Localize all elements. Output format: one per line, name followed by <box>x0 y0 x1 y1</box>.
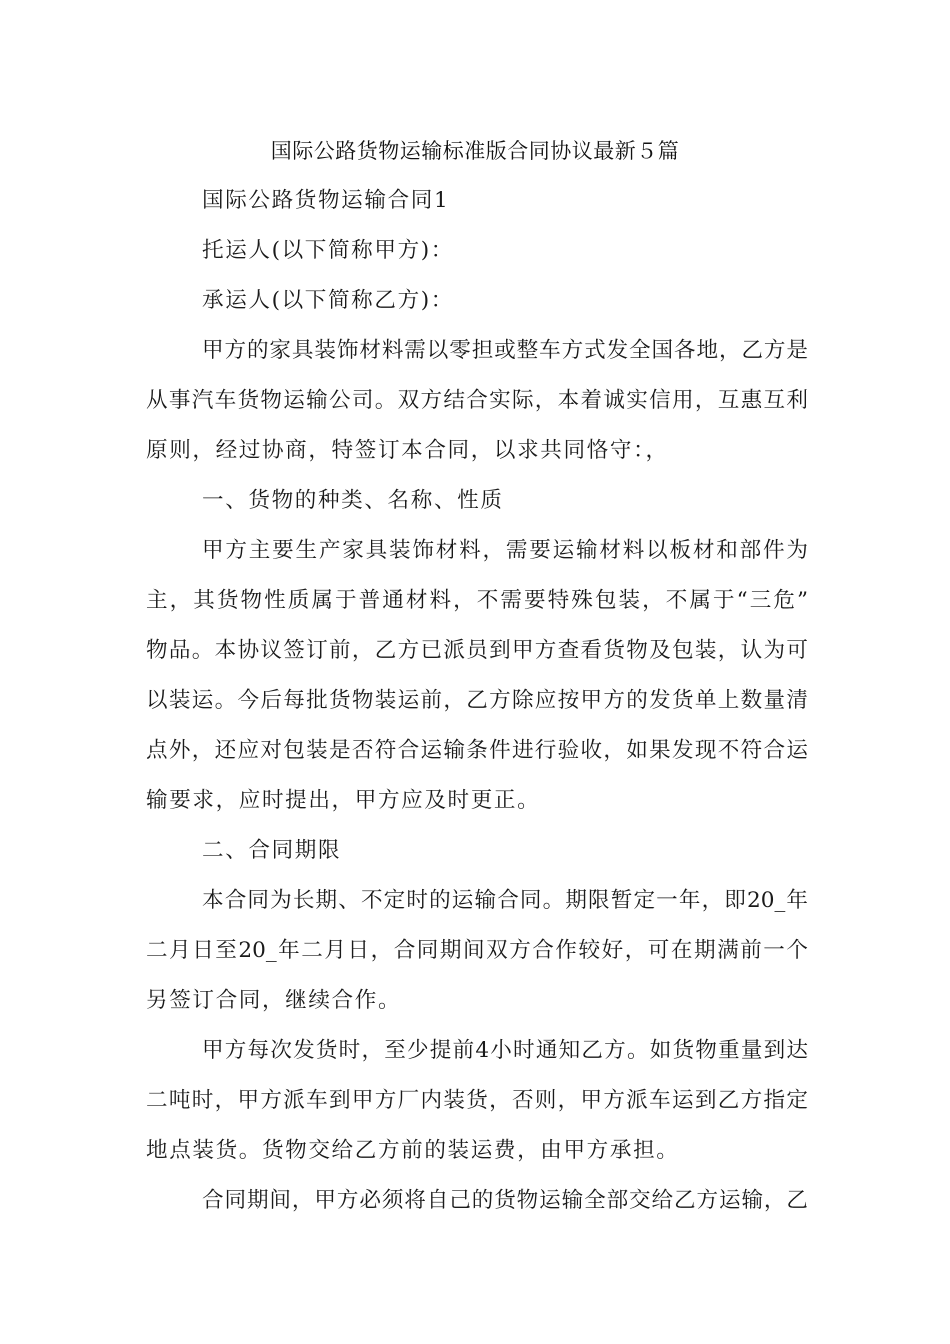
paragraph-line: 本合同为长期、不定时的运输合同。期限暂定一年，即20_年 <box>202 888 808 913</box>
paragraph-line: 另签订合同，继续合作。 <box>146 988 402 1013</box>
paragraph-line: 合同期间，甲方必须将自己的货物运输全部交给乙方运输，乙 <box>202 1188 808 1213</box>
section-heading-2: 二、合同期限 <box>202 838 342 863</box>
paragraph-line: 点外，还应对包装是否符合运输条件进行验收，如果发现不符合运 <box>146 738 808 763</box>
paragraph-line: 地点装货。货物交给乙方前的装运费，由甲方承担。 <box>146 1138 680 1163</box>
paragraph-line: 输要求，应时提出，甲方应及时更正。 <box>146 788 541 813</box>
section-heading-1: 一、货物的种类、名称、性质 <box>202 488 504 513</box>
paragraph-line: 以装运。今后每批货物装运前，乙方除应按甲方的发货单上数量清 <box>146 688 808 713</box>
subtitle-contract-1: 国际公路货物运输合同1 <box>202 188 450 213</box>
paragraph-line: 二吨时，甲方派车到甲方厂内装货，否则，甲方派车运到乙方指定 <box>146 1088 808 1113</box>
shipper-line: 托运人(以下简称甲方)： <box>202 238 454 263</box>
paragraph-line: 二月日至20_年二月日，合同期间双方合作较好，可在期满前一个 <box>146 938 808 963</box>
document-title: 国际公路货物运输标准版合同协议最新５篇 <box>270 139 680 163</box>
paragraph-line: 主，其货物性质属于普通材料，不需要特殊包装，不属于“三危” <box>146 588 808 613</box>
paragraph-line: 甲方每次发货时，至少提前4小时通知乙方。如货物重量到达 <box>202 1038 808 1063</box>
paragraph-line: 甲方的家具装饰材料需以零担或整车方式发全国各地，乙方是 <box>202 338 808 363</box>
paragraph-line: 从事汽车货物运输公司。双方结合实际，本着诚实信用，互惠互利 <box>146 388 808 413</box>
paragraph-line: 原则，经过协商，特签订本合同，以求共同恪守：， <box>146 438 669 463</box>
paragraph-line: 物品。本协议签订前，乙方已派员到甲方查看货物及包装，认为可 <box>146 638 808 663</box>
paragraph-line: 甲方主要生产家具装饰材料，需要运输材料以板材和部件为 <box>202 538 808 563</box>
carrier-line: 承运人(以下简称乙方)： <box>202 288 454 313</box>
